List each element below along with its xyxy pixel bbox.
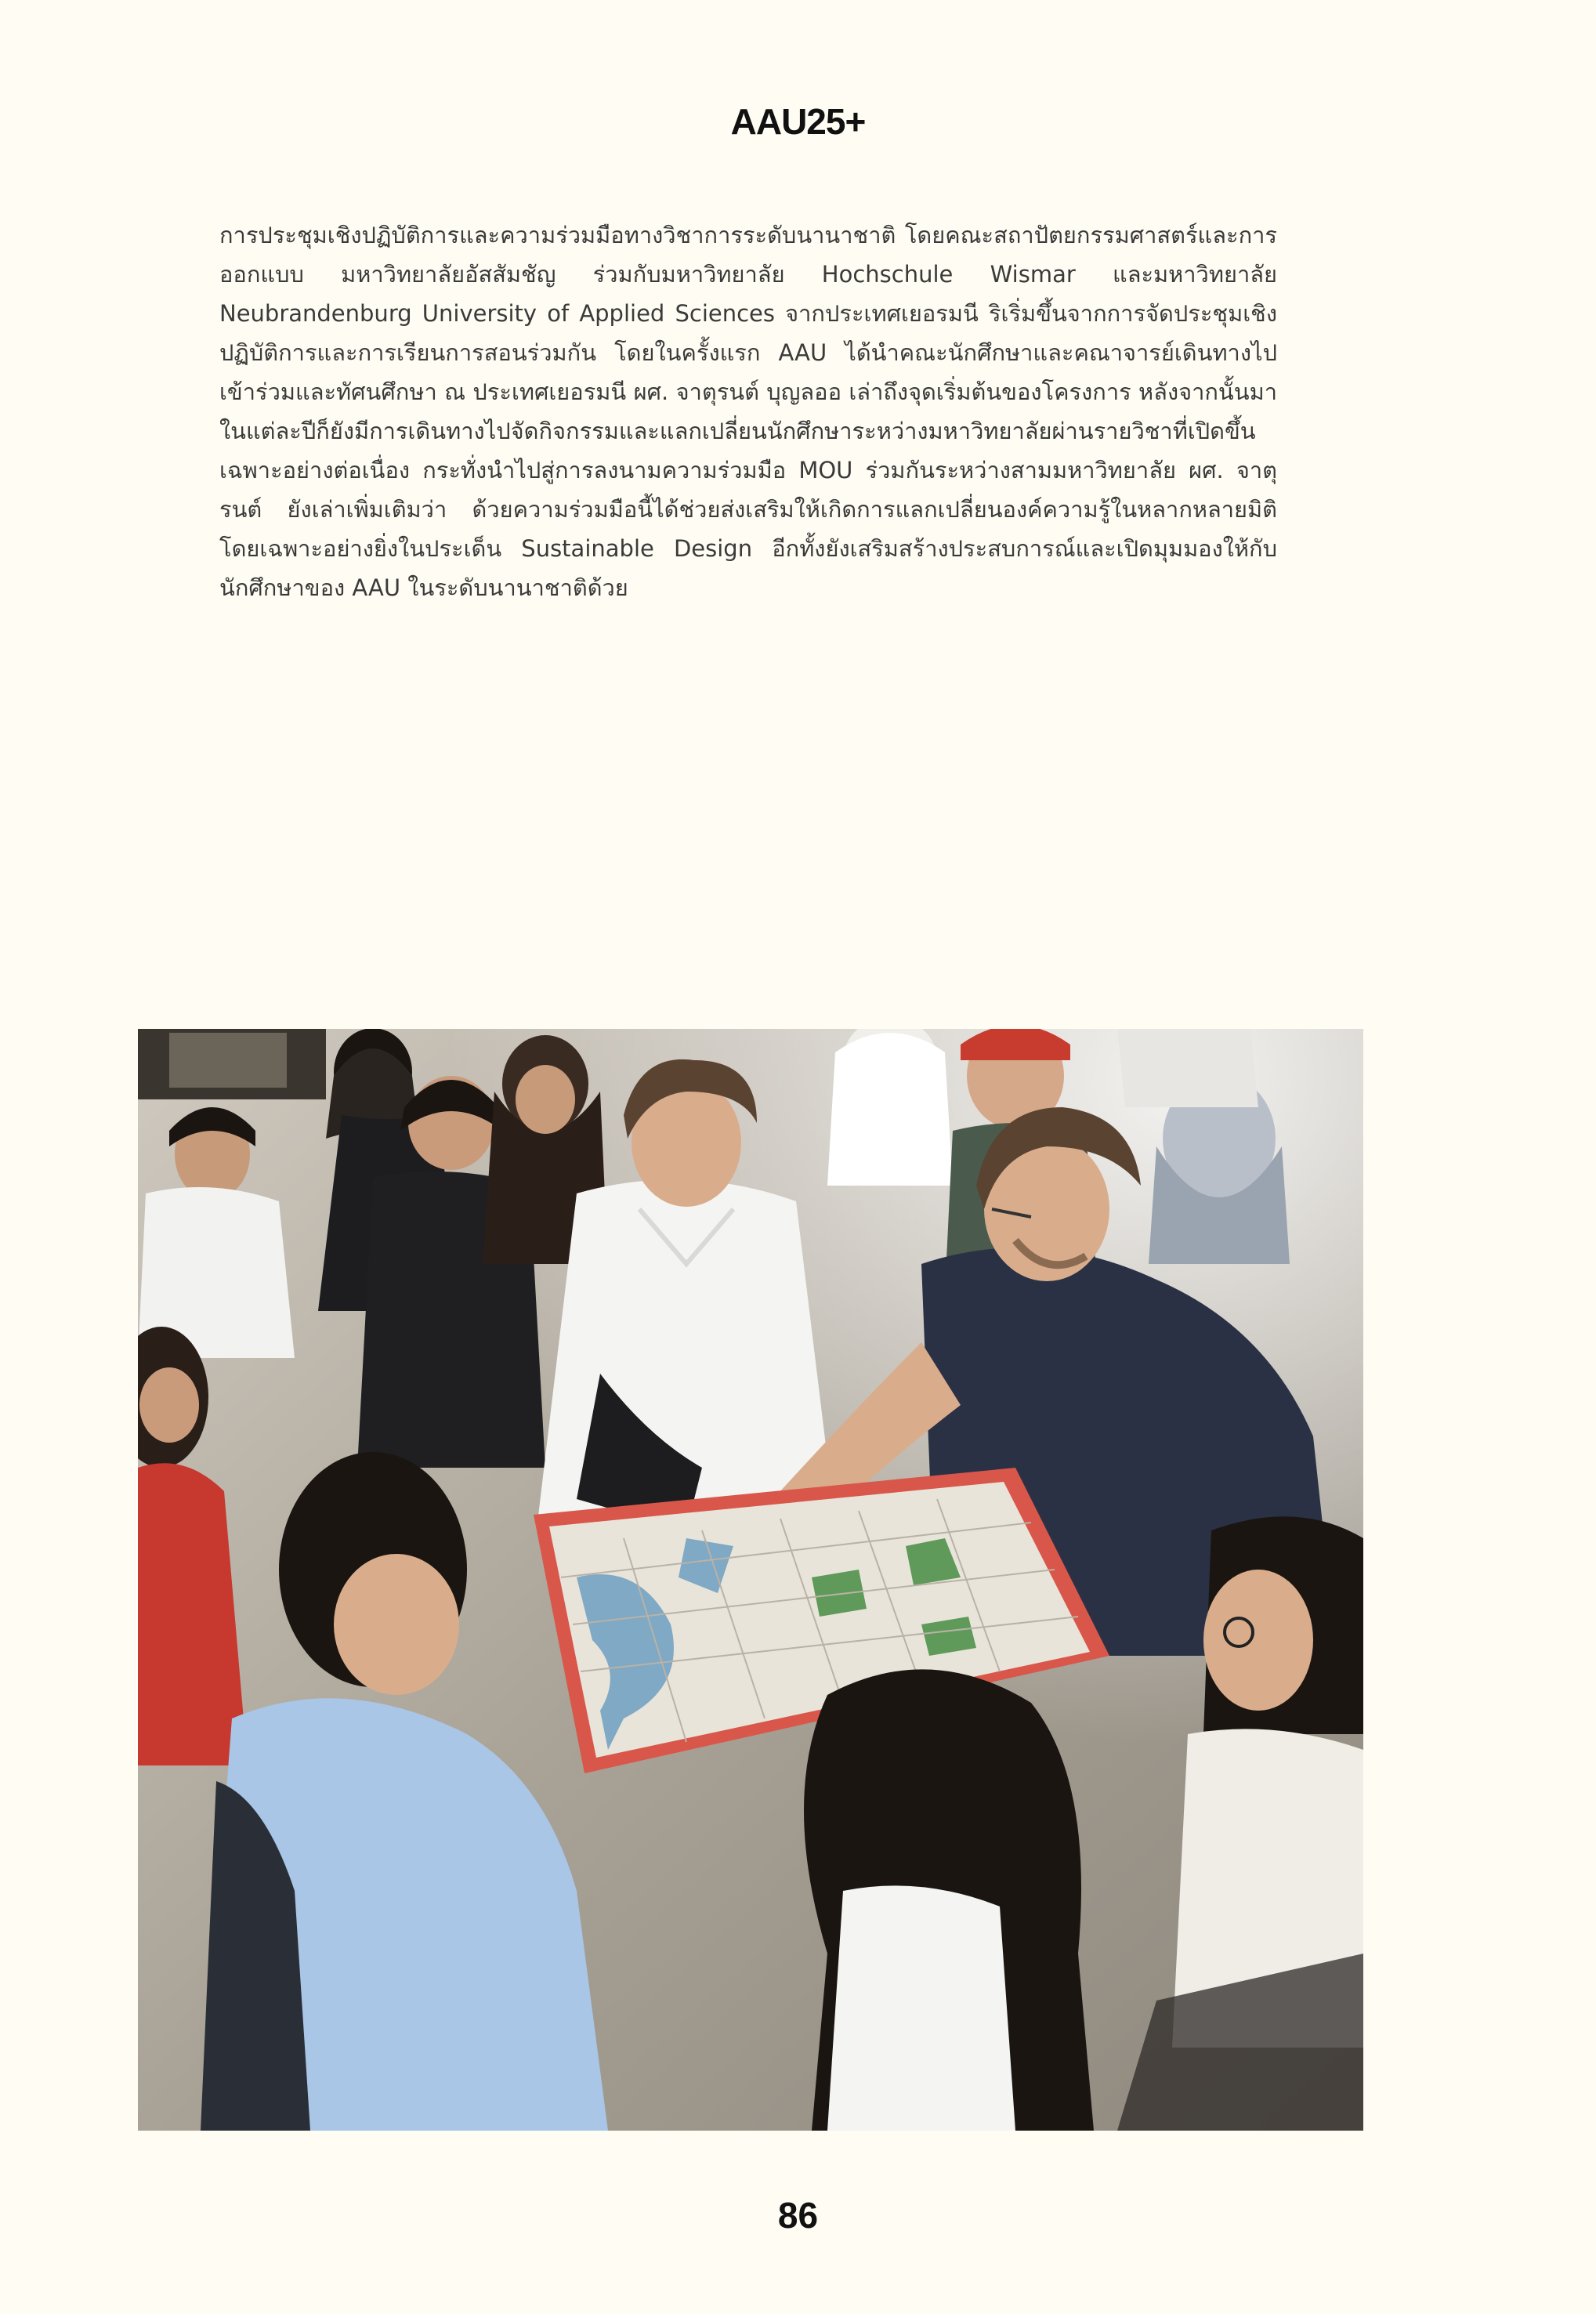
woman-long-hair: [804, 1669, 1094, 2131]
page-title: AAU25+: [730, 101, 866, 142]
group-photo-illustration: [138, 1029, 1363, 2131]
page-number: 86: [777, 2195, 819, 2236]
group-photo: [138, 1029, 1363, 2131]
article-paragraph: การประชุมเชิงปฏิบัติการและความร่วมมือทางวิชาการระดับนานาชาติ โดยคณะสถาปัตยกรรมศาสตร์และการออกแบบ มหาวิทยาลัยอัสสัมชัญ ร่วมกับมหาวิทยาลัย Hochschule Wismar และมหาวิทยาลัย Neubrandenburg University of Applied Sciences จากประเทศเยอรมนี ริเริ่มขึ้นจากการจัดประชุมเชิงปฏิบัติการและการเรียนการสอนร่วมกัน โดยในครั้งแรก AAU ได้นำคณะนักศึกษาและคณาจารย์เดินทางไปเข้าร่วมและทัศนศึกษา ณ ประเทศเยอรมนี ผศ. จาตุรนต์ บุญลออ เล่าถึงจุดเริ่มต้นของโครงการ หลังจากนั้นมาในแต่ละปีก็ยังมีการเดินทางไปจัดกิจกรรมและแลกเปลี่ยนนักศึกษาระหว่างมหาวิทยาลัยผ่านรายวิชาที่เปิดขึ้นเฉพาะอย่างต่อเนื่อง กระทั่งนำไปสู่การลงนามความร่วมมือ MOU ร่วมกันระหว่างสามมหาวิทยาลัย ผศ. จาตุรนต์ ยังเล่าเพิ่มเติมว่า ด้วยความร่วมมือนี้ได้ช่วยส่งเสริมให้เกิดการแลกเปลี่ยนองค์ความรู้ในหลากหลายมิติ โดยเฉพาะอย่างยิ่งในประเด็น Sustainable Design อีกทั้งยังเสริมสร้างประสบการณ์และเปิดมุมมองให้กับนักศึกษาของ AAU ในระดับนานาชาติด้วย: [219, 222, 1277, 601]
